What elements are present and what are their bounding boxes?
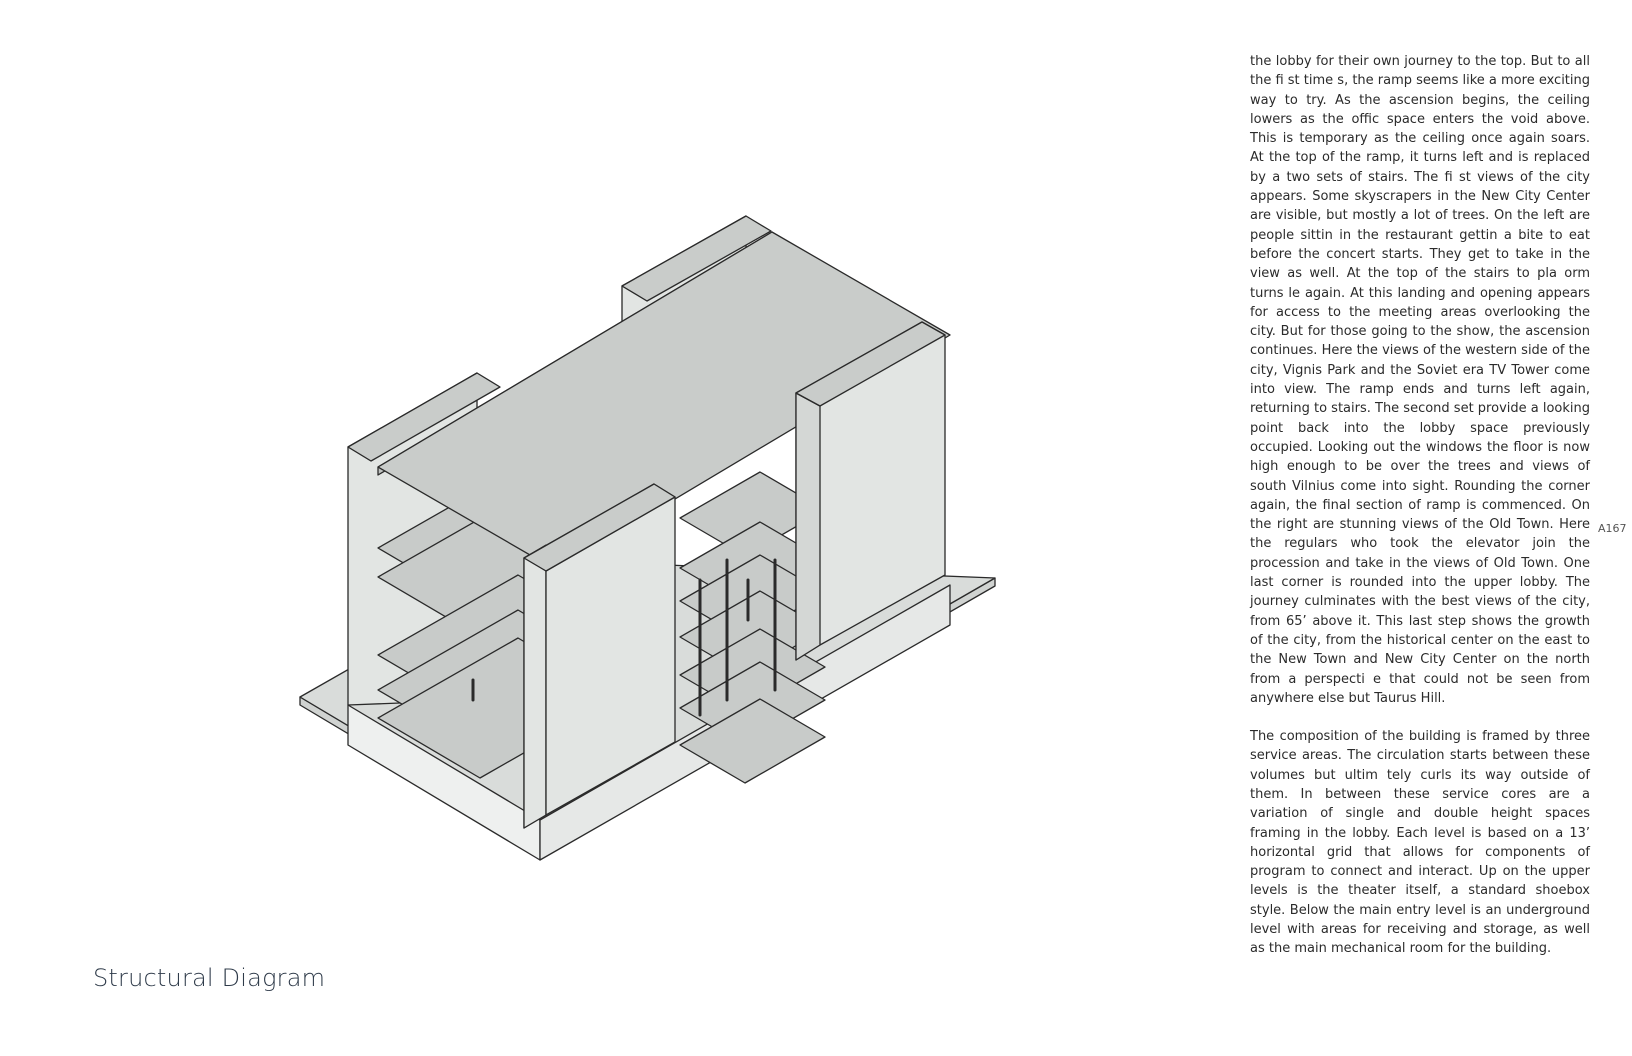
figure-caption: Structural Diagram bbox=[93, 964, 326, 992]
body-paragraph-1: the lobby for their own journey to the top. But to all the fi st time s, the ramp seems like a more exciting way to try. As the ascension begins, the ceiling lowers as the offic space enters the void above. This is temporary as the ceiling once again soars. At the top of the ramp, it turns left and is replaced by a two sets of stairs. The fi st views of the city appears. Some skyscrapers in the New City Center are visible, but mostly a lot of trees. On the left are people sittin in the restaurant gettin a bite to eat before the concert starts. They get to take in the view as well. At the top of the stairs to pla orm turns le again. At this landing and opening appears for access to the meeting areas overlooking the city. But for those going to the show, the ascension continues. Here the views of the western side of the city, Vignis Park and the Soviet era TV Tower come into view. The ramp ends and turns left again, returning to stairs. The second set provide a looking point back into the lobby space previously occupied. Looking out the windows the floor is now high enough to be over the trees and views of south Vilnius come into sight. Rounding the corner again, the final section of ramp is commenced. On the right are stunning views of the Old Town. Here the regulars who took the elevator join the procession and take in the views of Old Town. One last corner is rounded into the upper lobby. The journey culminates with the best views of the city, from 65’ above it. This last step shows the growth of the city, from the historical center on the east to the New Town and New City Center on the north from a perspecti e that could not be seen from anywhere else but Taurus Hill. bbox=[1250, 54, 1591, 706]
body-paragraph-2: The composition of the building is framed by three service areas. The circulation starts between these volumes but ultim tely curls its way outside of them. In between these service cores are a variation of single and double height spaces framing in the lobby. Each level is based on a 13’ horizontal grid that allows for components of program to connect and interact. Up on the upper levels is the theater itself, a standard shoebox style. Below the main entry level is an underground level with areas for receiving and storage, as well as the main mechanical room for the building. bbox=[1250, 729, 1590, 957]
structural-diagram-drawing bbox=[280, 205, 1000, 875]
structural-diagram-figure bbox=[280, 205, 1000, 875]
body-text-column bbox=[1250, 52, 1590, 959]
page-number: A167 bbox=[1598, 522, 1627, 535]
core-front-right-side bbox=[796, 393, 820, 660]
